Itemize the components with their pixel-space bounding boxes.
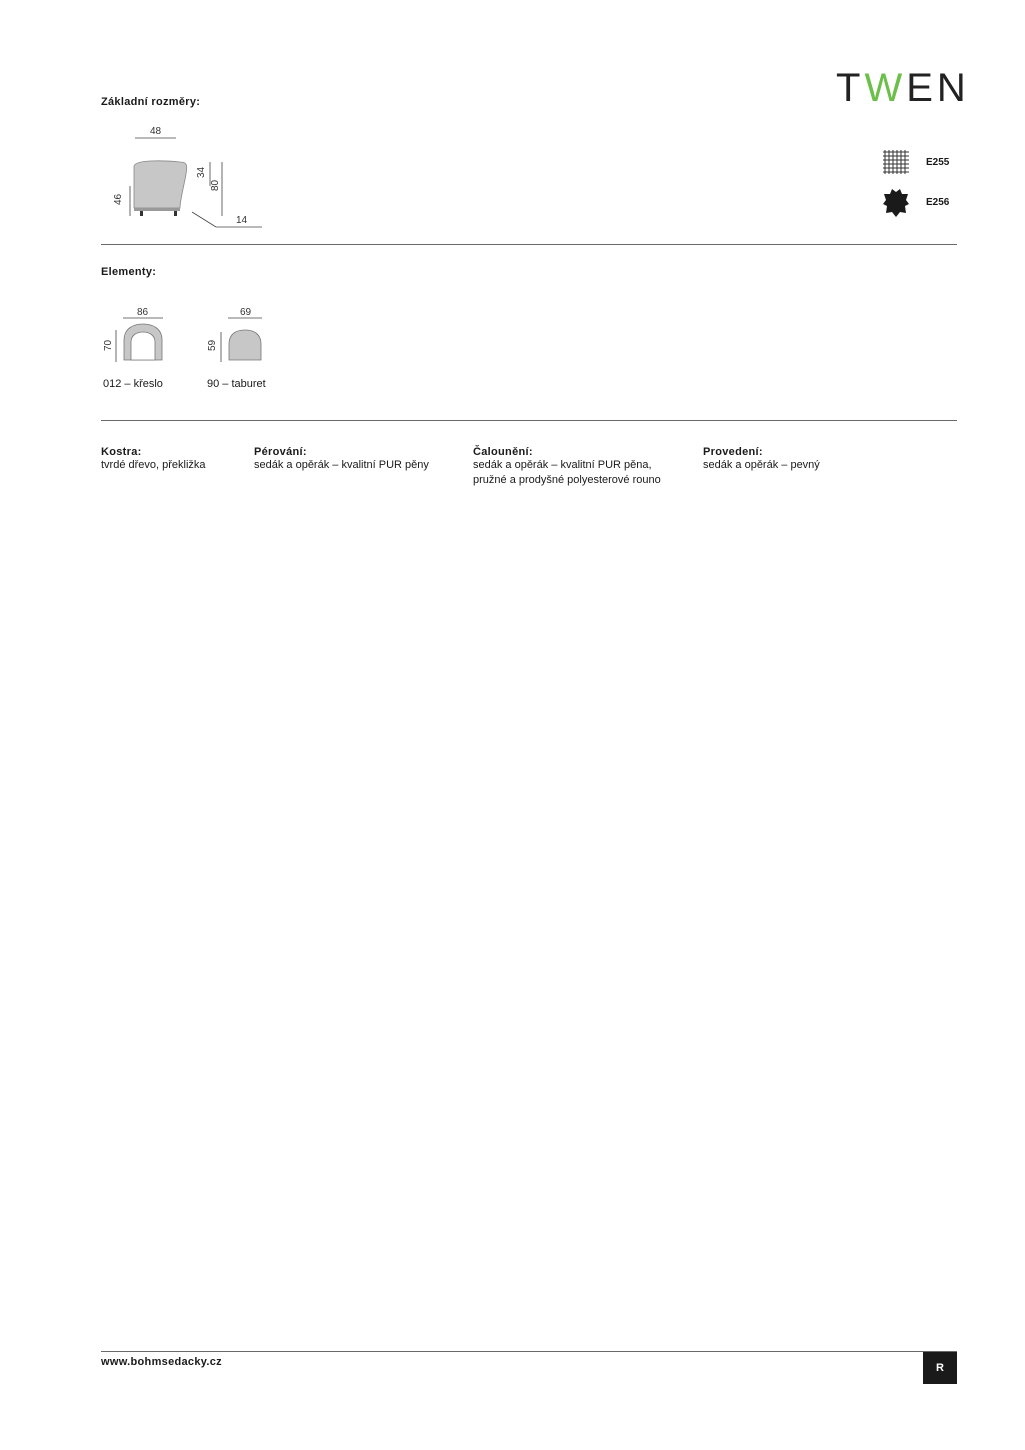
armchair-top-view [118, 314, 168, 364]
elements-heading: Elementy: [101, 266, 157, 278]
element-armchair-depth: 70 [103, 339, 114, 351]
armchair-depth-line [114, 330, 118, 362]
spec-finish-line: sedák a opěrák – pevný [703, 459, 820, 471]
spec-upholstery-title: Čalounění: [473, 446, 533, 458]
leather-hide-icon [882, 188, 910, 218]
footer-website-link[interactable]: www.bohmsedacky.cz [101, 1356, 222, 1368]
logo-accent-letter: W [864, 66, 907, 110]
element-stool-depth: 59 [207, 339, 218, 351]
spec-finish [703, 446, 820, 473]
spec-upholstery [473, 446, 661, 488]
brand-logo [836, 66, 970, 111]
spec-frame-title: Kostra: [101, 446, 142, 458]
divider-1 [101, 244, 957, 245]
spec-upholstery-line-2: pružné a prodyšné polyesterové rouno [473, 474, 661, 486]
spec-frame-line: tvrdé dřevo, překližka [101, 459, 206, 471]
material-code-leather: E256 [926, 197, 950, 208]
element-armchair-width: 86 [137, 307, 149, 318]
footer-divider [101, 1351, 957, 1352]
dim-total-height: 80 [210, 179, 221, 191]
dim-seat-tilt: 14 [236, 215, 248, 226]
divider-2 [101, 420, 957, 421]
spec-springing [254, 446, 429, 473]
dimensions-heading: Základní rozměry: [101, 96, 201, 108]
element-stool-caption: 90 – taburet [207, 378, 266, 390]
dim-width: 48 [150, 126, 162, 137]
element-armchair-caption: 012 – křeslo [103, 378, 163, 390]
material-code-fabric: E255 [926, 157, 950, 168]
logo-letter: T [836, 66, 865, 110]
spec-finish-title: Provedení: [703, 446, 763, 458]
spec-springing-line: sedák a opěrák – kvalitní PUR pěny [254, 459, 429, 471]
fabric-grid-icon [881, 148, 911, 176]
spec-frame [101, 446, 206, 473]
stool-depth-line [219, 332, 223, 362]
footer-badge: R [923, 1352, 957, 1384]
logo-letters: EN [906, 66, 970, 110]
spec-springing-title: Pérování: [254, 446, 307, 458]
dim-seat-height: 46 [113, 193, 124, 205]
element-stool-width: 69 [240, 307, 252, 318]
dim-back-height: 34 [196, 166, 207, 178]
stool-top-view [224, 314, 266, 364]
spec-upholstery-line-1: sedák a opěrák – kvalitní PUR pěna, [473, 459, 652, 471]
